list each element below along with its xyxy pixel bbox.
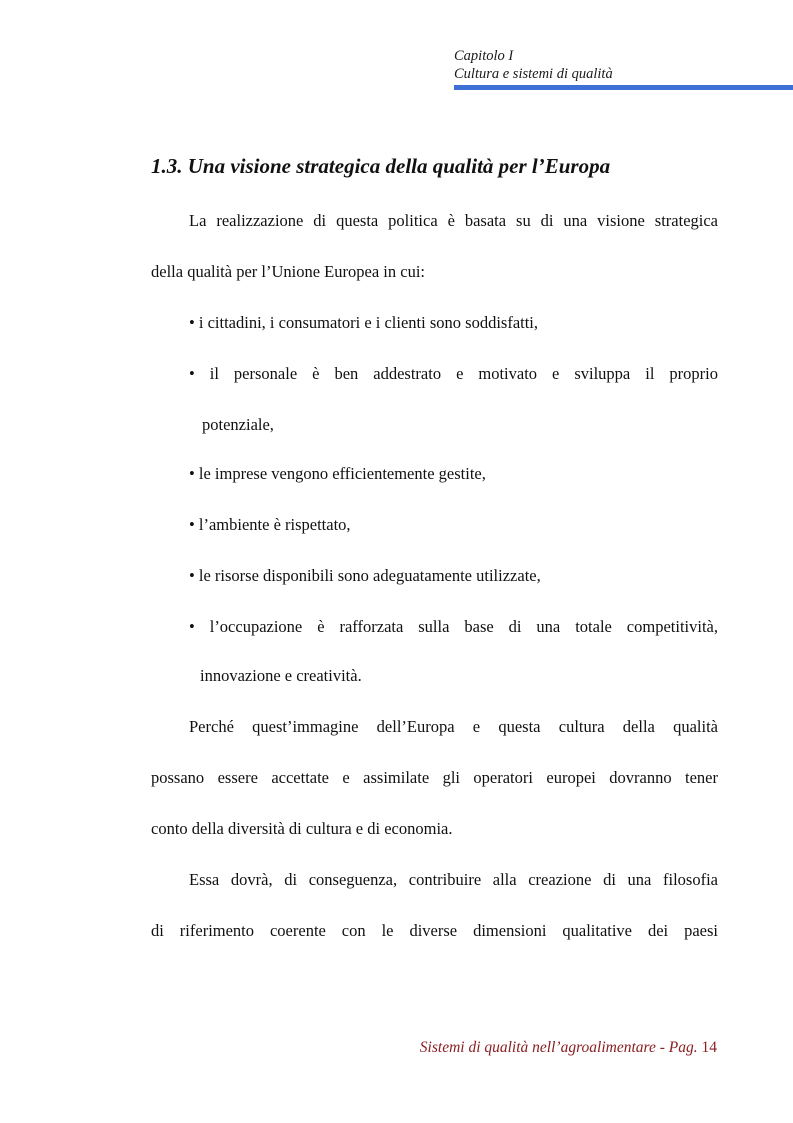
running-header <box>454 47 793 83</box>
footer-title: Sistemi di qualità nell’agroalimentare - Pag. <box>419 1039 698 1056</box>
bullet-4: • l’ambiente è rispettato, <box>189 515 351 534</box>
page-footer <box>401 1038 717 1058</box>
bullet-5: • le risorse disponibili sono adeguatamente utilizzate, <box>189 566 541 585</box>
section-title: 1.3. Una visione strategica della qualità per l’Europa <box>151 154 611 178</box>
bullet-6-continuation: innovazione e creatività. <box>200 666 362 685</box>
bullet-2-continuation: potenziale, <box>202 415 274 434</box>
paragraph2-line-3: conto della diversità di cultura e di economia. <box>151 819 453 838</box>
paragraph2-line-1: Perché quest’immagine dell’Europa e questa cultura della qualità <box>189 717 718 736</box>
header-rule <box>454 85 793 90</box>
paragraph3-line-2: di riferimento coerente con le diverse dimensioni qualitative dei paesi <box>151 921 718 940</box>
intro-line-1: La realizzazione di questa politica è basata su di una visione strategica <box>189 211 718 230</box>
bullet-3: • le imprese vengono efficientemente gestite, <box>189 464 486 483</box>
paragraph3-line-1: Essa dovrà, di conseguenza, contribuire alla creazione di una filosofia <box>189 870 718 889</box>
bullet-2: • il personale è ben addestrato e motivato e sviluppa il proprio <box>189 364 718 383</box>
paragraph2-line-2: possano essere accettate e assimilate gli operatori europei dovranno tener <box>151 768 718 787</box>
header-subtitle: Cultura e sistemi di qualità <box>454 66 613 82</box>
bullet-1: • i cittadini, i consumatori e i clienti sono soddisfatti, <box>189 313 539 332</box>
intro-line-2: della qualità per l’Unione Europea in cui: <box>151 262 425 281</box>
bullet-6: • l’occupazione è rafforzata sulla base di una totale competitività, <box>189 617 718 636</box>
page-number: 14 <box>701 1039 717 1056</box>
header-chapter: Capitolo I <box>454 48 514 64</box>
